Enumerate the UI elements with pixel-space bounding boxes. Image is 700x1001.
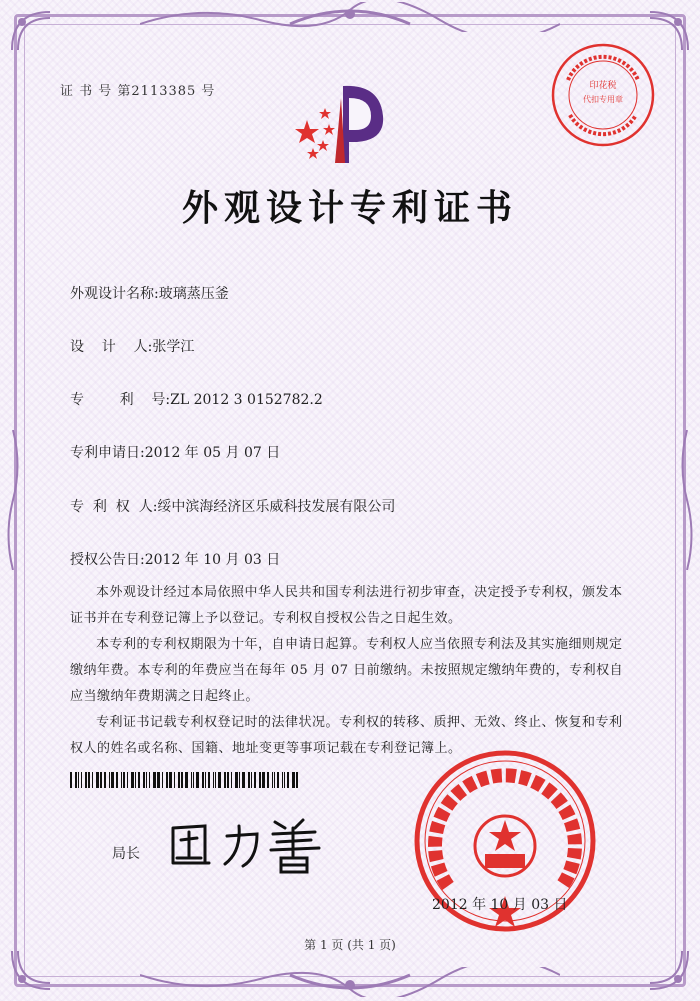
certificate-number: 证 书 号 第2113385 号 <box>60 84 216 99</box>
designer-label: 设 计 人: <box>70 339 153 355</box>
filing-date-value: 2012 年 05 月 07 日 <box>144 445 281 461</box>
corner-ornament-tl <box>8 8 54 54</box>
patentee-row <box>70 496 395 516</box>
designer-row <box>70 336 194 356</box>
grant-date-value: 2012 年 10 月 03 日 <box>144 552 281 568</box>
bottom-ornament <box>140 967 560 997</box>
svg-text:印花税: 印花税 <box>589 81 617 91</box>
page-number: 第 1 页 (共 1 页) <box>304 938 396 952</box>
body-paragraph-3: 专利证书记载专利权登记时的法律状况。专利权的转移、质押、无效、终止、恢复和专利权人的姓名或名称、国籍、地址变更等事项记载在专利登记簿上。 <box>70 715 623 756</box>
filing-date-label: 专利申请日: <box>70 445 145 461</box>
director-label: 局长 <box>112 846 140 862</box>
body-paragraph-2: 本专利的专利权期限为十年，自申请日起算。专利权人应当依照专利法及其实施细则规定缴纳年费。本专利的年费应当在每年 05 月 07 日前缴纳。未按照规定缴纳年费的，专利权自应当缴纳年费期满之日起终止。 <box>70 637 624 704</box>
designer-value: 张学江 <box>152 339 195 355</box>
svg-text:代扣专用章: 代扣专用章 <box>583 95 623 104</box>
design-name-label: 外观设计名称: <box>70 286 159 302</box>
patent-number-label: 专 利 号: <box>70 392 171 408</box>
certificate-title: 外观设计专利证书 <box>181 187 518 229</box>
patent-office-emblem <box>285 78 405 168</box>
patent-number-value: ZL 2012 3 0152782.2 <box>170 392 323 408</box>
director-signature <box>165 808 335 878</box>
design-name-row <box>70 283 229 303</box>
barcode <box>70 772 300 788</box>
seal-date: 2012 年 10 月 03 日 <box>432 897 568 913</box>
tax-stamp <box>548 40 658 150</box>
corner-ornament-br <box>646 947 692 993</box>
certificate-body <box>70 580 630 762</box>
right-side-ornament <box>678 430 696 570</box>
body-paragraph-1: 本外观设计经过本局依照中华人民共和国专利法进行初步审查，决定授予专利权，颁发本证书并在专利登记簿上予以登记。专利权自授权公告之日起生效。 <box>70 585 623 626</box>
patent-number-row <box>70 389 323 409</box>
patentee-label: 专 利 权 人: <box>70 499 158 515</box>
top-ornament <box>140 2 560 32</box>
grant-date-row <box>70 549 280 569</box>
design-name-value: 玻璃蒸压釜 <box>158 286 229 302</box>
grant-date-label: 授权公告日: <box>70 552 145 568</box>
patentee-value: 绥中滨海经济区乐威科技发展有限公司 <box>157 499 396 515</box>
left-side-ornament <box>4 430 22 570</box>
corner-ornament-bl <box>8 947 54 993</box>
filing-date-row <box>70 442 280 462</box>
